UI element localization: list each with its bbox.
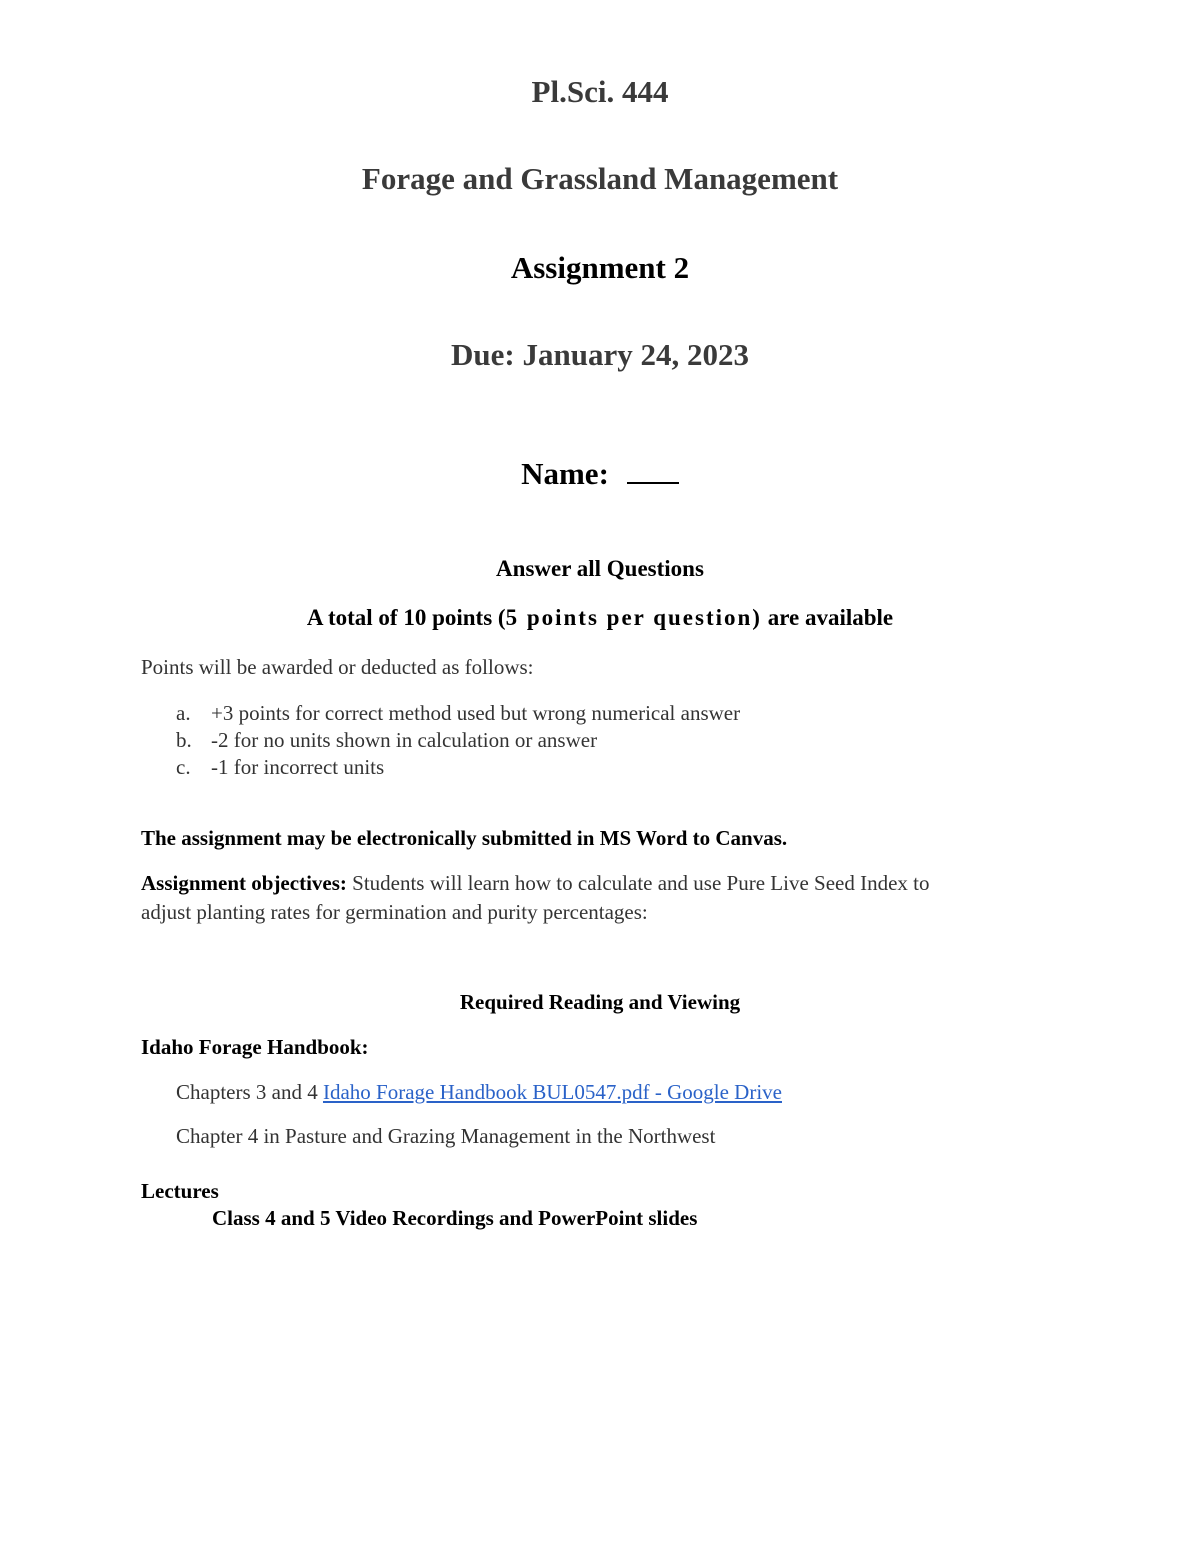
objectives-label: Assignment objectives: (141, 871, 347, 895)
submission-note: The assignment may be electronically submitted in MS Word to Canvas. (141, 826, 788, 850)
rule-text: +3 points for correct method used but wrong numerical answer (211, 701, 741, 725)
lectures-label: Lectures (141, 1179, 219, 1203)
reading-heading: Required Reading and Viewing (459, 990, 741, 1014)
objectives-text: Students will learn how to calculate and use Pure Live Seed Index to (346, 871, 930, 895)
due-date: Due: January 24, 2023 (451, 337, 749, 372)
course-code: Pl.Sci. 444 (531, 74, 669, 109)
handbook-label: Idaho Forage Handbook: (141, 1035, 369, 1059)
total-points-part-1: A total of 10 points ( (306, 605, 506, 630)
name-blank-field[interactable] (627, 456, 679, 484)
course-title: Forage and Grassland Management (361, 161, 839, 196)
objectives-line-2: adjust planting rates for germination and purity percentages: (141, 900, 648, 924)
rule-item (176, 728, 597, 753)
chapter4-line: Chapter 4 in Pasture and Grazing Management in the Northwest (176, 1124, 716, 1148)
chapters-line (176, 1080, 782, 1105)
rule-marker: a. (176, 701, 191, 725)
assignment-title: Assignment 2 (510, 250, 690, 285)
objectives-line-1 (141, 871, 930, 896)
name-row (0, 456, 1200, 492)
rule-item (176, 701, 740, 726)
rule-item (176, 755, 384, 780)
rule-marker: c. (176, 755, 191, 779)
handbook-link[interactable]: Idaho Forage Handbook BUL0547.pdf - Google Drive (322, 1080, 782, 1104)
answer-all-heading: Answer all Questions (496, 556, 704, 581)
chapters-prefix: Chapters 3 and 4 (176, 1080, 323, 1104)
rule-marker: b. (176, 728, 192, 752)
rule-text: -2 for no units shown in calculation or answer (211, 728, 598, 752)
name-label: Name: (521, 456, 609, 491)
total-points-part-3: are available (761, 605, 894, 630)
total-points-part-2: 5 points per question) (505, 605, 762, 630)
total-points-heading (0, 605, 1200, 631)
lectures-text: Class 4 and 5 Video Recordings and PowerPoint slides (212, 1206, 698, 1230)
rule-text: -1 for incorrect units (211, 755, 385, 779)
points-intro: Points will be awarded or deducted as follows: (141, 655, 534, 679)
